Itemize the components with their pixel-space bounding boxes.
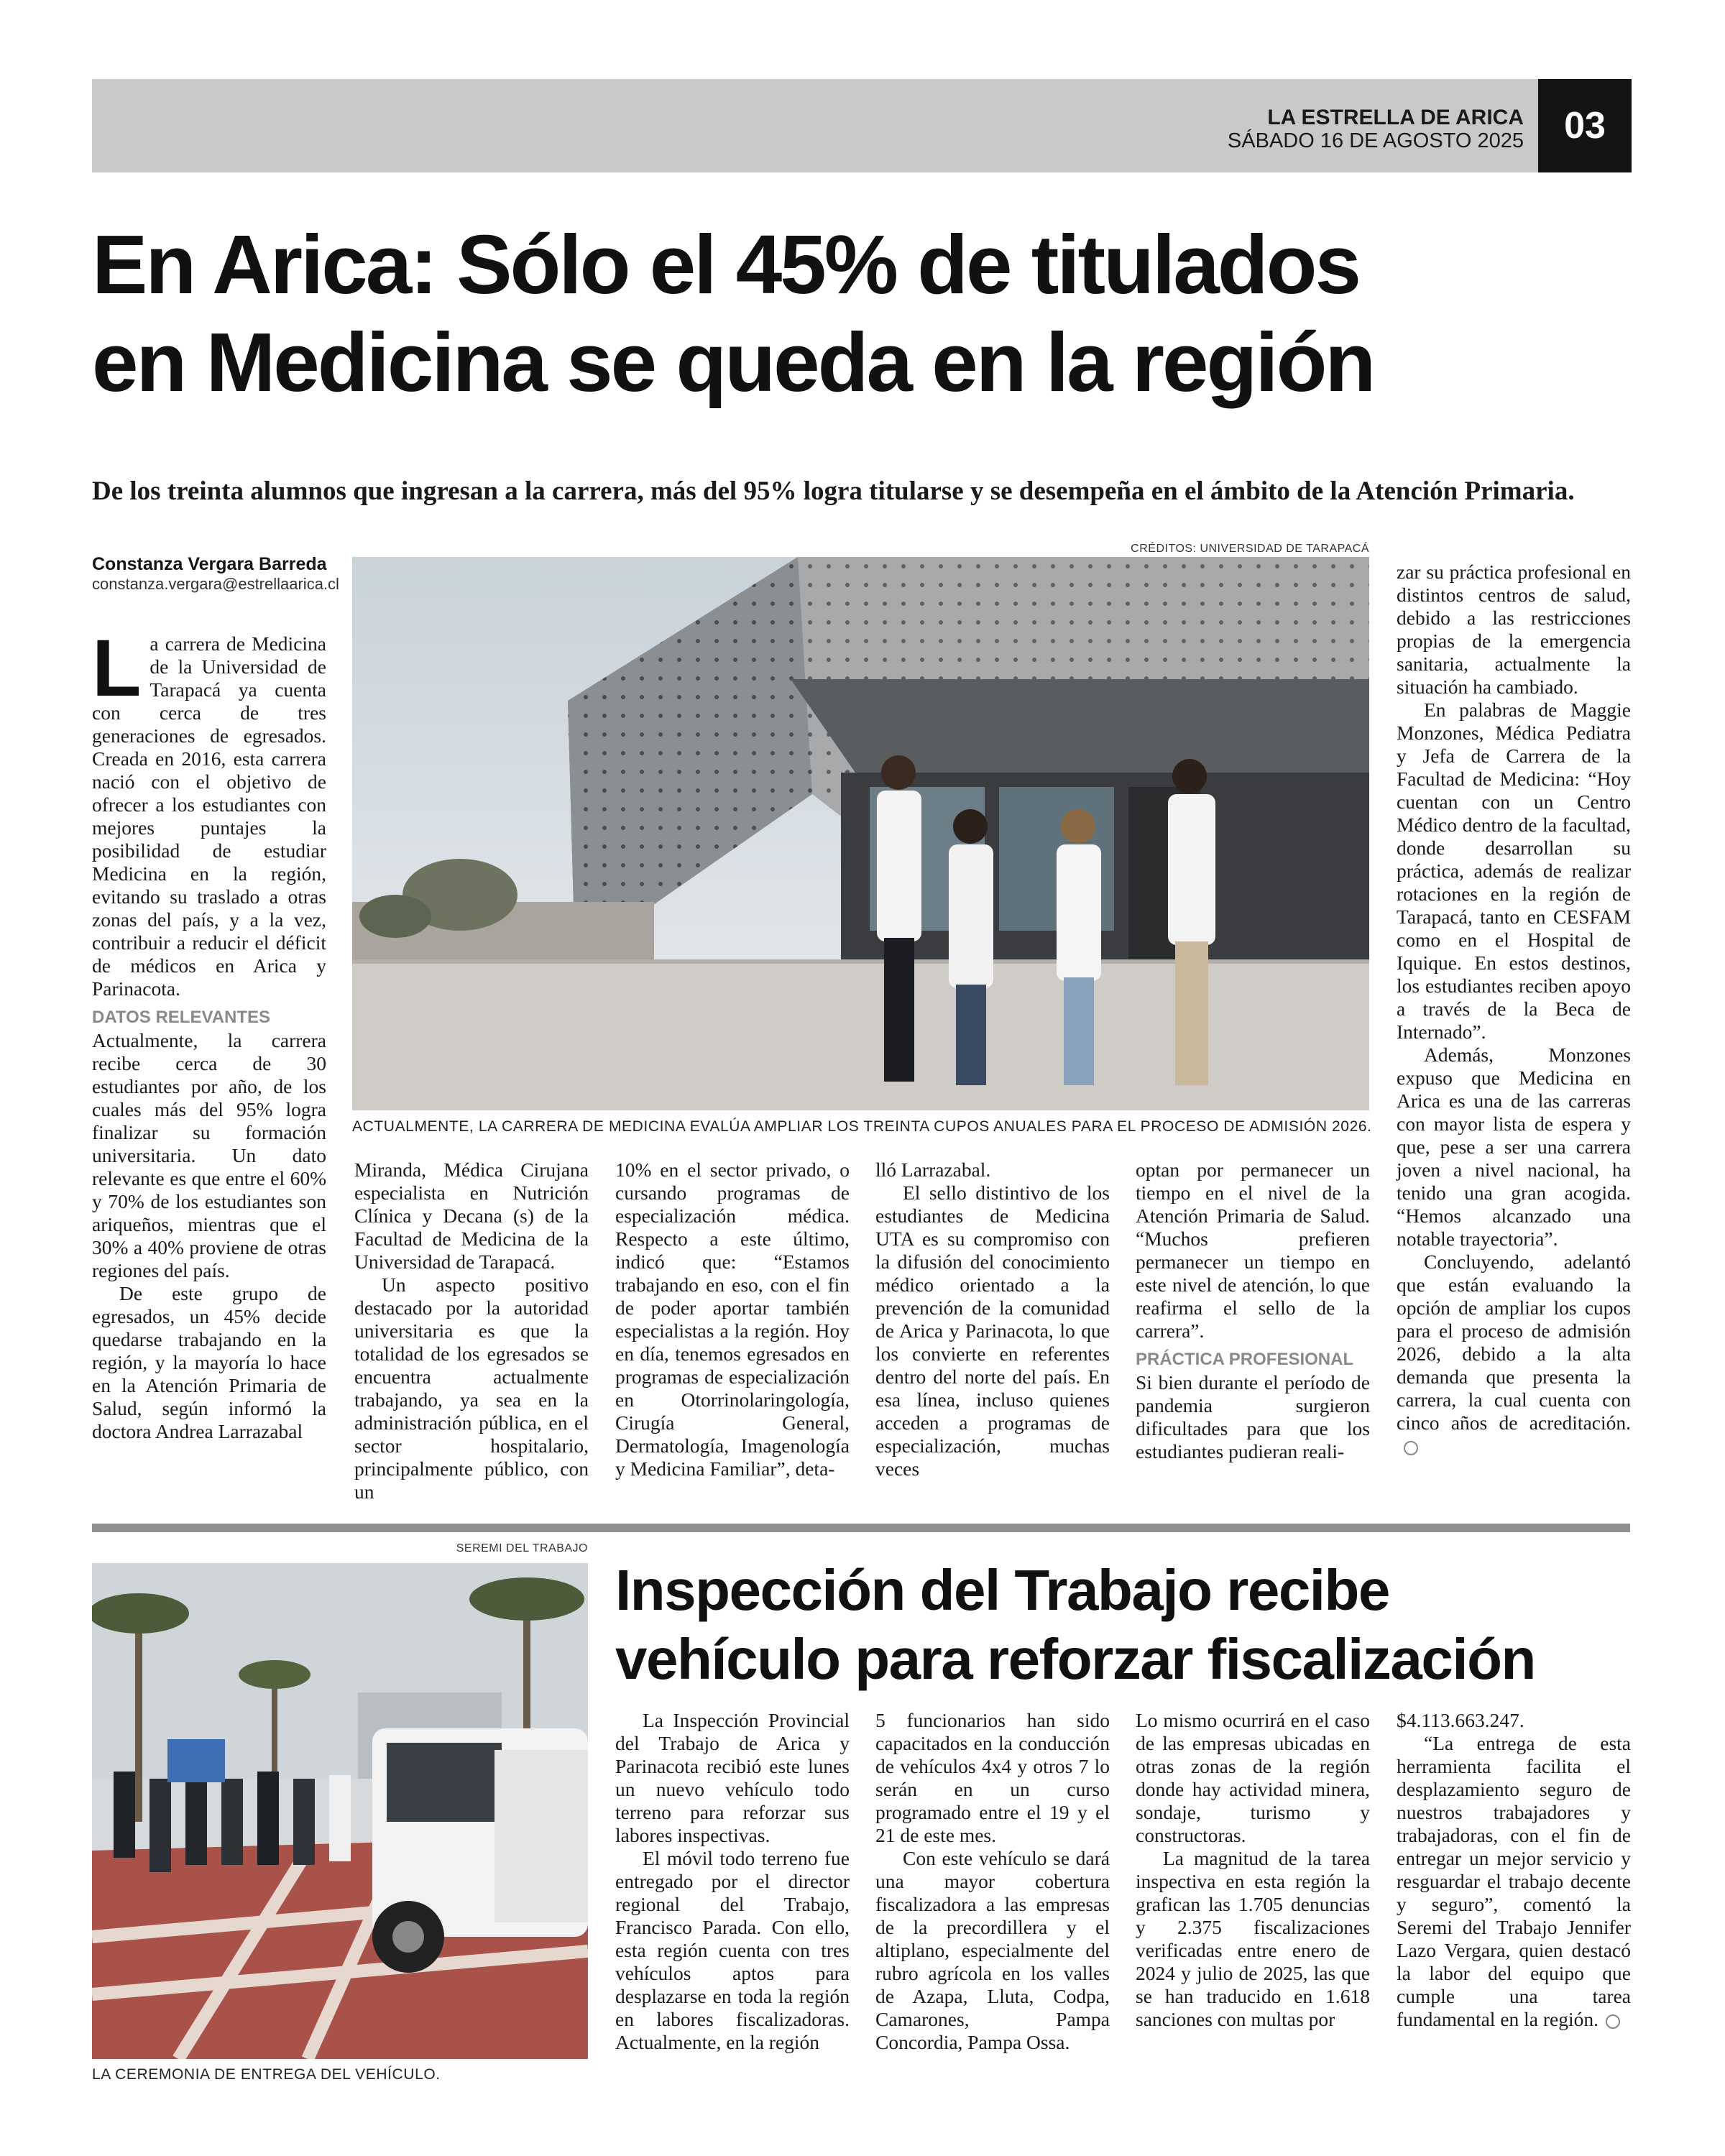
subheadline: De los treinta alumnos que ingresan a la carrera, más del 95% logra titularse y se desempeña en el ámbito de la Atención Primaria. [92,476,1575,506]
paragraph: 5 funcionarios han sido capacitados en la conducción de vehículos 4x4 y otros 7 lo serán en un curso programado entre el 19 y el 21 de este mes. [875,1709,1110,1846]
author-name: Constanza Vergara Barreda [92,554,327,574]
paragraph: $4.113.663.247. [1397,1709,1524,1731]
photo-credit-2: SEREMI DEL TRABAJO [456,1542,588,1554]
photo-vehicle-ceremony [92,1563,588,2059]
page-number: 03 [1538,79,1632,172]
paragraph: Además, Monzones expuso que Medicina en Arica es una de las carreras con mayor lista de espera y que, pese a ser una carrera joven a nivel nacional, ha tenido una gran acogida. “Hemos alcanzado una notable trayectoria”. [1397,1044,1631,1250]
main-photo [352,557,1369,1110]
article1-column-2 [354,1158,589,1503]
section-heading-practica: PRÁCTICA PROFESIONAL [1136,1350,1354,1369]
section-heading-datos: DATOS RELEVANTES [92,1008,271,1027]
headline-2 [615,1556,1636,1694]
paragraph: Un aspecto positivo destacado por la autoridad universitaria es que la totalidad de los egresados se encuentra actualmente trabajando, ya sea en la administración pública, en el sector hospitalario, principalmente público, con un [354,1273,589,1503]
article2-column-1 [615,1709,850,2054]
headline-line-2: en Medicina se queda en la región [92,315,1374,409]
paragraph: El sello distintivo de los estudiantes de Medicina UTA es su compromiso con la difusión del conocimiento médico orientado a la prevención de la comunidad de Arica y Parinacota, lo que los convierte en referentes dentro del norte del país. En esa línea, incluso quienes acceden a programas de especialización, muchas veces [875,1181,1110,1480]
paragraph: Actualmente, la carrera recibe cerca de 30 estudiantes por año, de los cuales más del 95% logra finalizar su formación universitaria. Un dato relevante es que entre el 60% y 70% de los estudiantes son ariqueños, mientras que el 30% a 40% proviene de otras regiones del país. [92,1029,326,1281]
photo-caption: ACTUALMENTE, LA CARRERA DE MEDICINA EVALÚA AMPLIAR LOS TREINTA CUPOS ANUALES PARA EL PROCESO DE ADMISIÓN 2026. [352,1118,1372,1135]
newspaper-name: LA ESTRELLA DE ARICA [1267,106,1524,129]
photo-caption-2: LA CEREMONIA DE ENTREGA DEL VEHÍCULO. [92,2066,441,2083]
photo-credit: CRÉDITOS: UNIVERSIDAD DE TARAPACÁ [1131,543,1369,555]
headline-2-line-1: Inspección del Trabajo recibe [615,1558,1389,1622]
photo-students-building [352,557,1369,1110]
article1-column-6 [1397,561,1631,1457]
article1-column-5 [1136,1158,1370,1463]
paragraph: En palabras de Maggie Monzones, Médica Pediatra y Jefa de Carrera de la Facultad de Medicina: “Hoy cuentan con un Centro Médico dentro de la facultad, donde desarrollan su práctica, además de realizar rotaciones en la región de Tarapacá, tanto en CESFAM como en el Hospital de Iquique. En estos destinos, los estudiantes reciben apoyo a través de la Beca de Internado”. [1397,699,1631,1043]
paragraph: La Inspección Provincial del Trabajo de Arica y Parinacota recibió este lunes un nuevo vehículo todo terreno para reforzar sus labores inspectivas. [615,1709,850,1846]
author-email: constanza.vergara@estrellaarica.cl [92,575,339,593]
drop-cap: L [92,623,142,713]
paragraph: El móvil todo terreno fue entregado por el director regional del Trabajo, Francisco Parada. Con ello, esta región cuenta con tres vehículos aptos para desplazarse en toda la región en labores fiscalizadoras. Actualmente, en la región [615,1847,850,2053]
issue-date: SÁBADO 16 DE AGOSTO 2025 [1227,129,1524,152]
article2-column-3 [1136,1709,1370,2031]
paragraph: Si bien durante el período de pandemia surgieron dificultades para que los estudiantes pudieran reali- [1136,1371,1370,1462]
paragraph: Lo mismo ocurrirá en el caso de las empresas ubicadas en otras zonas de la región donde hay actividad minera, sondaje, turismo y constructoras. [1136,1709,1370,1846]
banner [167,1739,225,1782]
article2-column-2 [875,1709,1110,2054]
article1-column-1 [92,623,326,1443]
paragraph: Concluyendo, adelantó que están evaluando la opción de ampliar los cupos para el proceso de admisión 2026, debido a la alta demanda que presenta la carrera, la cual cuenta con cinco años de acreditación. [1397,1250,1631,1434]
paragraph: Miranda, Médica Cirujana especialista en Nutrición Clínica y Decana (s) de la Facultad de Medicina de la Universidad de Tarapacá. [354,1158,589,1273]
paragraph: optan por permanecer un tiempo en el nivel de la Atención Primaria de Salud. “Muchos prefieren permanecer un tiempo en este nivel de atención, lo que reafirma el sello de la carrera”. [1136,1158,1370,1342]
headline [92,216,1637,411]
white-suv [372,1728,588,1973]
headline-2-line-2: vehículo para reforzar fiscalización [615,1627,1535,1691]
paragraph: La magnitud de la tarea inspectiva en esta región la grafican las 1.705 denuncias y 2.375 fiscalizaciones verificadas entre enero de 2024 y julio de 2025, las que se han traducido en 1.618 sanciones con multas por [1136,1847,1370,2030]
paragraph: De este grupo de egresados, un 45% decide quedarse trabajando en la región, y la mayoría lo hace en la Atención Primaria de Salud, según informó la doctora Andrea Larrazabal [92,1282,326,1442]
paragraph: “La entrega de esta herramienta facilita el desplazamiento seguro de nuestros trabajadores y trabajadoras, con el fin de entregar un mejor servicio y resguardar el trabajo decente y seguro”, comentó la Seremi del Trabajo Jennifer Lazo Vergara, quien destacó la labor del equipo que cumple una tarea fundamental en la región. [1397,1732,1631,2030]
end-of-article-icon [1404,1441,1418,1455]
headline-line-1: En Arica: Sólo el 45% de titulados [92,218,1360,311]
vehicle-photo [92,1563,588,2059]
article1-column-3 [615,1158,850,1480]
end-of-article-icon [1606,2014,1620,2029]
paragraph: lló Larrazabal. [875,1158,991,1181]
paragraph: Con este vehículo se dará una mayor cobertura fiscalizadora a las empresas de la precordillera y el altiplano, especialmente del rubro agrícola en los valles de Azapa, Lluta, Codpa, Camarones, Pampa Concordia, Pampa Ossa. [875,1847,1110,2053]
article2-column-4 [1397,1709,1631,2031]
section-divider [92,1524,1630,1532]
paragraph: zar su práctica profesional en distintos centros de salud, debido a las restricciones propias de la emergencia sanitaria, actualmente la situación ha cambiado. [1397,561,1631,698]
paragraph: 10% en el sector privado, o cursando programas de especialización médica. Respecto a este último, indicó que: “Estamos trabajando en eso, con el fin de poder aportar también especialistas a la región. Hoy en día, tenemos egresados en programas de especialización en Otorrinolaringología, Cirugía General, Dermatología, Imagenología y Medicina Familiar”, deta- [615,1158,850,1480]
article1-column-4 [875,1158,1110,1480]
paragraph: a carrera de Medicina de la Universidad de Tarapacá ya cuenta con cerca de tres generaciones de egresados. Creada en 2016, esta carrera nació con el objetivo de ofrecer a los estudiantes con mejores puntajes la posibilidad de estudiar Medicina en la región, evitando su traslado a otras zonas del país, y a la vez, contribuir a reducir el déficit de médicos en Arica y Parinacota. [92,632,326,1000]
